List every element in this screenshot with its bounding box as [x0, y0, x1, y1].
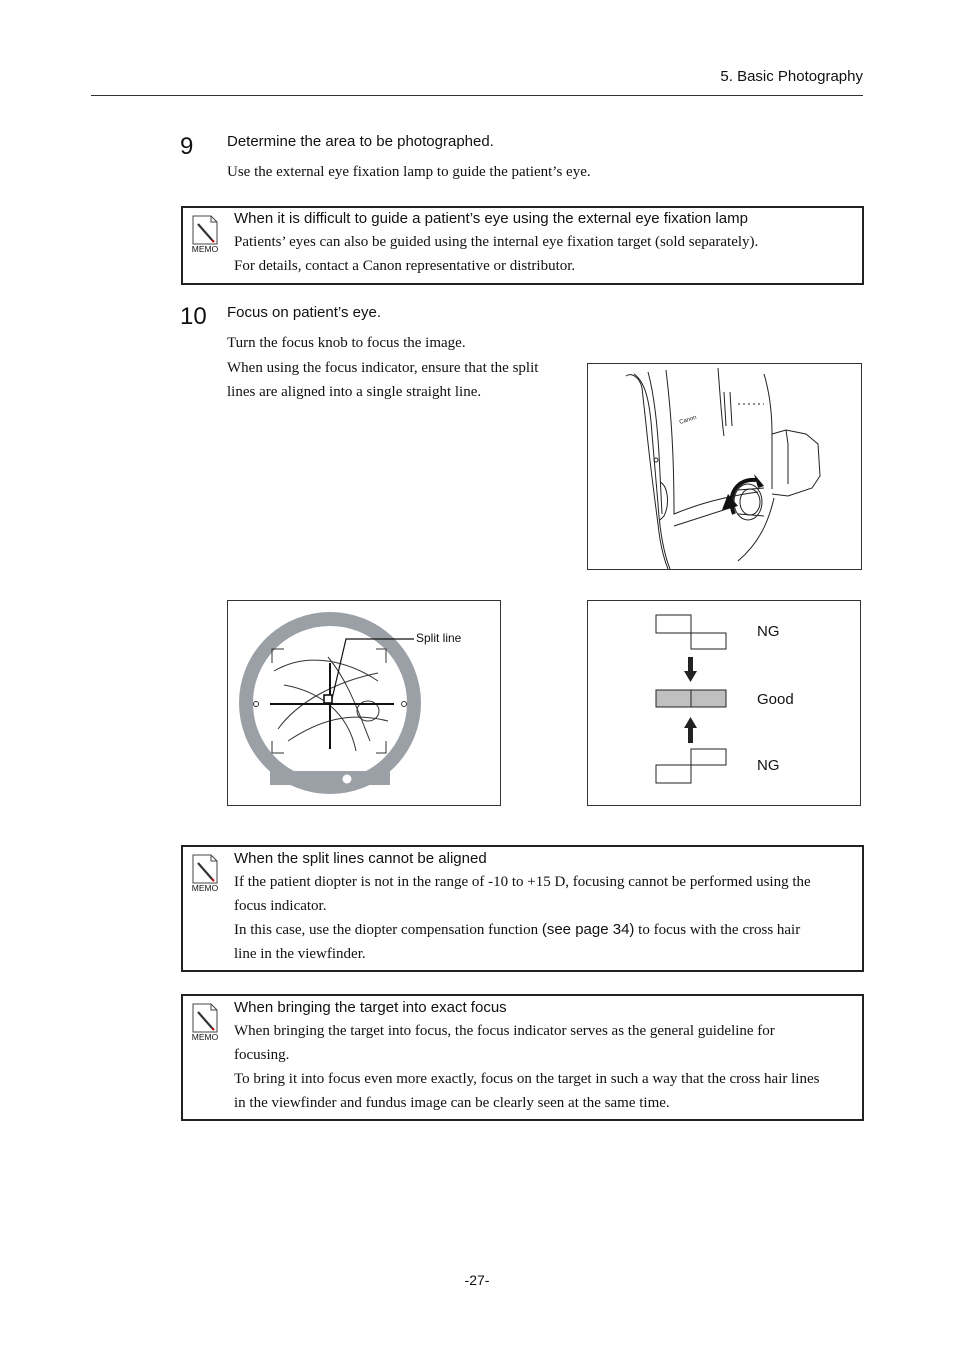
memo-line: focus indicator.: [234, 898, 327, 914]
memo-title: When bringing the target into exact focus: [234, 999, 507, 1016]
memo-box-exact-focus: [181, 994, 864, 1121]
indicator-drawing: [588, 601, 860, 805]
memo-icon-label: MEMO: [191, 244, 219, 254]
memo-line: When bringing the target into focus, the focus indicator serves as the general guideline for: [234, 1023, 775, 1039]
memo-box-guide-eye: [181, 206, 864, 285]
step-9-body: Use the external eye fixation lamp to guide the patient’s eye.: [227, 164, 591, 180]
page-number: -27-: [464, 1272, 490, 1288]
good-label: Good: [757, 691, 794, 708]
brand-text: Canon: [678, 414, 698, 426]
memo-icon-label: MEMO: [191, 1032, 219, 1042]
ng-top-label: NG: [757, 623, 780, 640]
viewfinder-illustration: [227, 600, 501, 806]
memo-line: Patients’ eyes can also be guided using the internal eye fixation target (sold separately).: [234, 234, 759, 250]
focus-knob-illustration: [587, 363, 862, 570]
memo-line: in the viewfinder and fundus image can be clearly seen at the same time.: [234, 1095, 670, 1111]
focus-indicator-diagram: [587, 600, 861, 806]
viewfinder-dot: [343, 775, 352, 784]
memo-line: [234, 918, 854, 942]
memo-line-part: In this case, use the diopter compensation function: [234, 922, 542, 938]
up-arrow: [684, 717, 697, 728]
ng-top-left-bar: [656, 615, 691, 633]
step-10-body-line: Turn the focus knob to focus the image.: [227, 335, 466, 351]
step-9-number: 9: [180, 133, 194, 160]
memo-line: If the patient diopter is not in the range of -10 to +15 D, focusing cannot be performed using the: [234, 874, 811, 890]
memo-icon: [189, 214, 221, 254]
running-header: 5. Basic Photography: [720, 68, 863, 85]
step-10-body-line: lines are aligned into a single straight line.: [227, 384, 482, 400]
memo-line: focusing.: [234, 1047, 290, 1063]
ng-top-right-bar: [691, 633, 726, 649]
memo-icon: [189, 1002, 221, 1042]
step-10-body-line: When using the focus indicator, ensure that the split: [227, 360, 539, 376]
step-9-title: Determine the area to be photographed.: [227, 133, 494, 150]
memo-box-split-lines: [181, 845, 864, 972]
viewfinder-drawing: [228, 601, 500, 805]
split-line-label: Split line: [416, 631, 462, 645]
memo-icon: [189, 853, 221, 893]
memo-icon-label: MEMO: [191, 883, 219, 893]
down-arrow: [684, 671, 697, 682]
step-10-title: Focus on patient’s eye.: [227, 304, 381, 321]
memo-title: When the split lines cannot be aligned: [234, 850, 487, 867]
step-10-number: 10: [180, 303, 207, 330]
page-reference-link[interactable]: (see page 34): [541, 921, 635, 938]
ng-bottom-label: NG: [757, 757, 780, 774]
memo-line: For details, contact a Canon representative or distributor.: [234, 258, 576, 274]
memo-line: line in the viewfinder.: [234, 946, 366, 962]
camera-drawing: [588, 364, 861, 569]
memo-line: To bring it into focus even more exactly, focus on the target in such a way that the cross hair lines: [234, 1071, 820, 1087]
ng-bottom-right-bar: [691, 749, 726, 765]
ng-bottom-left-bar: [656, 765, 691, 783]
memo-line-part: to focus with the cross hair: [634, 922, 801, 938]
header-divider: [91, 95, 863, 96]
memo-title: When it is difficult to guide a patient’s eye using the external eye fixation lamp: [234, 210, 748, 227]
